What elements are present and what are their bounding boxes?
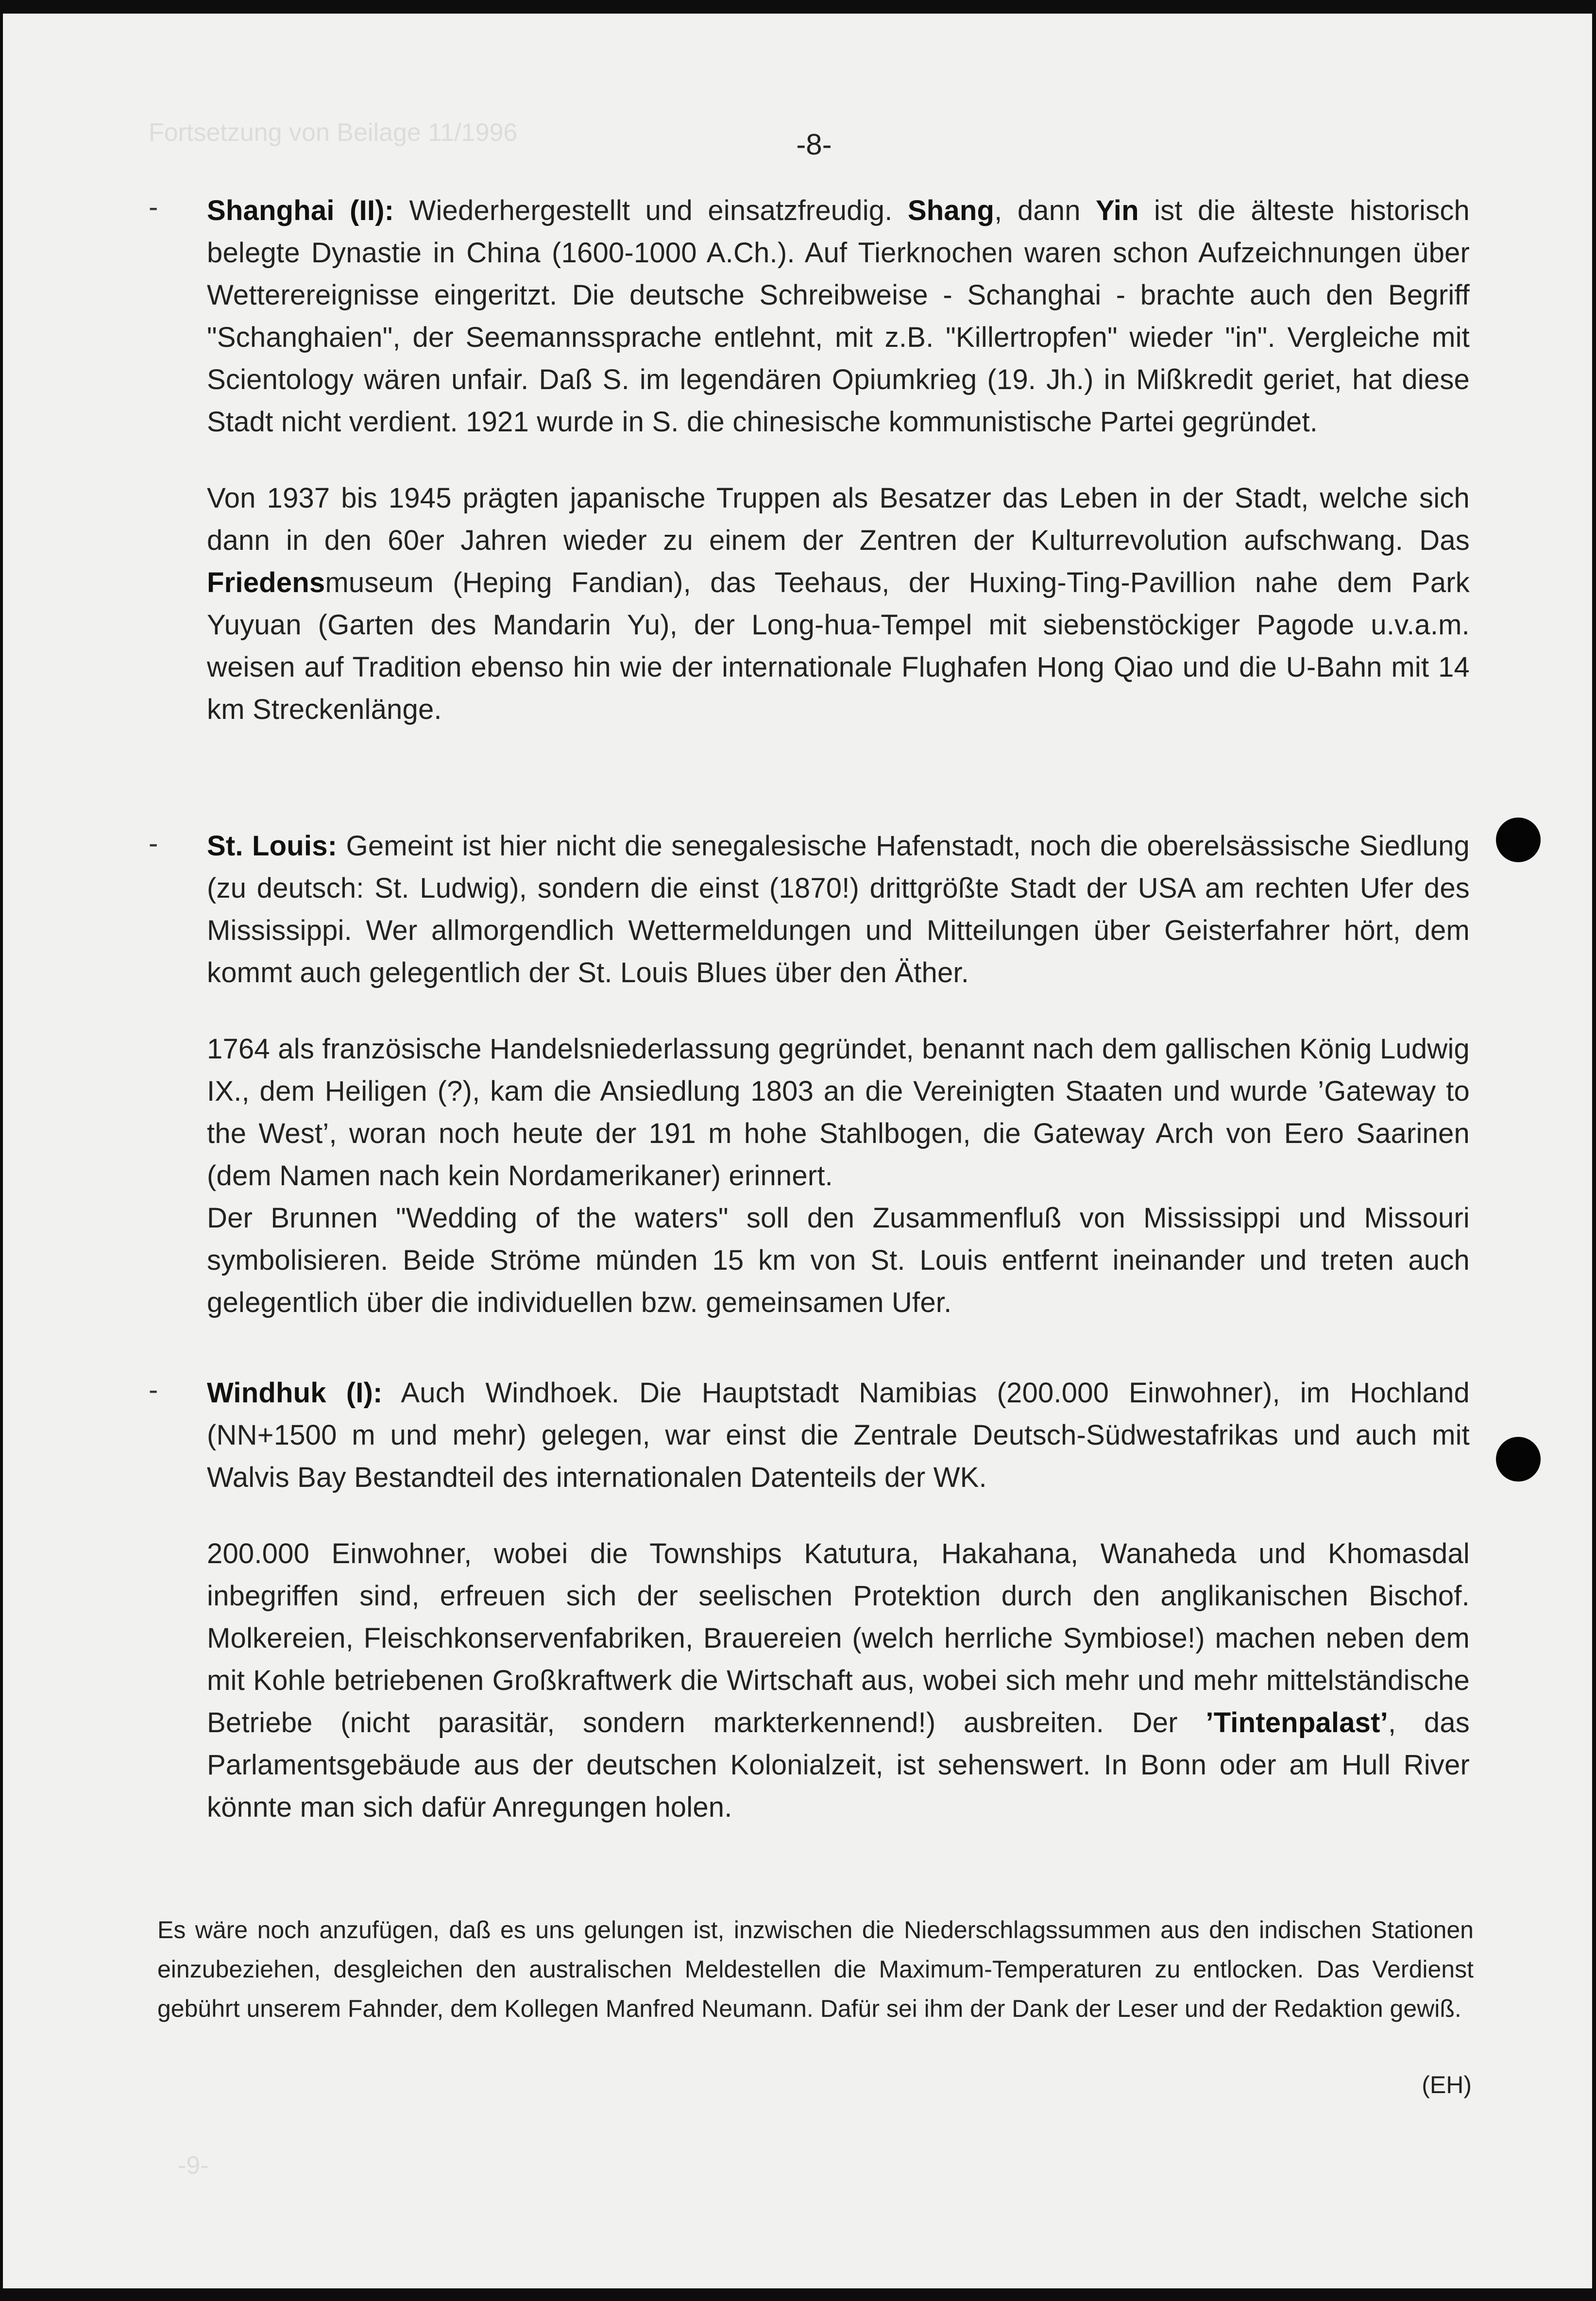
paragraph bbox=[207, 1533, 1470, 1828]
text: museum (Heping Fandian), das Teehaus, der Huxing-Ting-Pavillion nahe dem Park Yuyuan (Garten des Mandarin Yu), der Long-hua-Tempel mit siebenstöckiger Pagode u.v.a.m. weisen auf Tradition ebenso hin wie der internationale Flughafen Hong Qiao und die U-Bahn mit 14 km Streckenlänge. bbox=[207, 567, 1470, 725]
text: 1764 als französische Handelsniederlassung gegründet, benannt nach dem gallischen König Ludwig IX., dem Heiligen (?), kam die Ansiedlung 1803 an die Vereinigten Staaten und wurde ’Gateway to the West’, woran noch heute der 191 m hohe Stahlbogen, die Gateway Arch von Eero Saarinen (dem Namen nach kein Nordamerikaner) erinnert. bbox=[207, 1033, 1470, 1192]
entry-title: Windhuk (I): bbox=[207, 1377, 383, 1409]
paragraph bbox=[207, 825, 1470, 994]
bold-text: ’Tintenpalast’ bbox=[1205, 1707, 1388, 1739]
punch-hole-bottom bbox=[1496, 1437, 1541, 1482]
paragraph bbox=[207, 1197, 1470, 1324]
bold-text: Shang bbox=[907, 195, 995, 226]
paragraph bbox=[207, 189, 1470, 443]
text: Von 1937 bis 1945 prägten japanische Truppen als Besatzer das Leben in der Stadt, welche sich dann in den 60er Jahren wieder zu einem der Zentren der Kulturrevolution aufschwang. Das bbox=[207, 482, 1470, 556]
text: Wiederhergestellt und einsatzfreudig. bbox=[394, 195, 908, 226]
paragraph bbox=[207, 1028, 1470, 1197]
entry-st-louis bbox=[207, 825, 1470, 1324]
closing-note: Es wäre noch anzufügen, daß es uns gelungen ist, inzwischen die Niederschlagssummen aus den indischen Stationen einzubeziehen, desgleichen den australischen Meldestellen die Maximum-Temperaturen zu entlocken. Das Verdienst gebührt unserem Fahnder, dem Kollegen Manfred Neumann. Dafür sei ihm der Dank der Leser und der Redaktion gewiß. bbox=[157, 1916, 1474, 2022]
list-dash: - bbox=[149, 1374, 158, 1406]
document-page bbox=[3, 14, 1592, 2288]
text: Der Brunnen "Wedding of the waters" soll den Zusammenfluß von Mississippi und Missouri symbolisieren. Beide Ströme münden 15 km von St. Louis entfernt ineinander und treten auch gelegentlich über die individuellen bzw. gemeinsamen Ufer. bbox=[207, 1202, 1470, 1318]
bold-text: Friedens bbox=[207, 567, 325, 598]
bold-text: Yin bbox=[1096, 195, 1139, 226]
paragraph bbox=[207, 477, 1470, 731]
paragraph bbox=[207, 1372, 1470, 1499]
text: Auch Windhoek. Die Hauptstadt Namibias (200.000 Einwohner), im Hochland (NN+1500 m und mehr) gelegen, war einst die Zentrale Deutsch-Südwestafrikas und auch mit Walvis Bay Bestandteil des internationalen Datenteils der WK. bbox=[207, 1377, 1470, 1493]
punch-hole-top bbox=[1496, 818, 1541, 862]
text: , dann bbox=[994, 195, 1096, 226]
text: Gemeint ist hier nicht die senegalesische Hafenstadt, noch die oberelsässische Siedlung (zu deutsch: St. Ludwig), sondern die einst (1870!) drittgrößte Stadt der USA am rechten Ufer des Mississippi. Wer allmorgendlich Wettermeldungen und Mitteilungen über Geisterfahrer hört, dem kommt auch gelegentlich der St. Louis Blues über den Äther. bbox=[207, 830, 1470, 989]
page-number: -8- bbox=[796, 128, 832, 161]
author-signature: (EH) bbox=[1422, 2071, 1472, 2098]
bleed-through-header: Fortsetzung von Beilage 11/1996 bbox=[149, 119, 518, 147]
text: ist die älteste historisch belegte Dynastie in China (1600-1000 A.Ch.). Auf Tierknochen waren schon Aufzeichnungen über Wetterereignisse eingeritzt. Die deutsche Schreibweise - Schanghai - brachte auch den Begriff "Schanghaien", der Seemannssprache entlehnt, mit z.B. "Killertropfen" wieder "in". Vergleiche mit Scientology wären unfair. Daß S. im legendären Opiumkrieg (19. Jh.) in Mißkredit geriet, hat diese Stadt nicht verdient. 1921 wurde in S. die chinesische kommunistische Partei gegründet. bbox=[207, 195, 1470, 438]
list-dash: - bbox=[149, 191, 158, 223]
text: , das Parlamentsgebäude aus der deutschen Kolonialzeit, ist sehenswert. In Bonn oder am Hull River könnte man sich dafür Anregungen holen. bbox=[207, 1707, 1470, 1823]
entry-title: St. Louis: bbox=[207, 830, 338, 862]
entry-title: Shanghai (II): bbox=[207, 195, 394, 226]
list-dash: - bbox=[149, 828, 158, 859]
entry-shanghai bbox=[207, 189, 1470, 731]
bleed-through-footer: -9- bbox=[178, 2151, 209, 2180]
text: 200.000 Einwohner, wobei die Townships Katutura, Hakahana, Wanaheda und Khomasdal inbegriffen sind, erfreuen sich der seelischen Protektion durch den anglikanischen Bischof. Molkereien, Fleischkonservenfabriken, Brauereien (welch herrliche Symbiose!) machen neben dem mit Kohle betriebenen Großkraftwerk die Wirtschaft aus, wobei sich mehr und mehr mittelständische Betriebe (nicht parasitär, sondern markterkennend!) ausbreiten. Der bbox=[207, 1538, 1470, 1739]
entry-windhuk bbox=[207, 1372, 1470, 1828]
